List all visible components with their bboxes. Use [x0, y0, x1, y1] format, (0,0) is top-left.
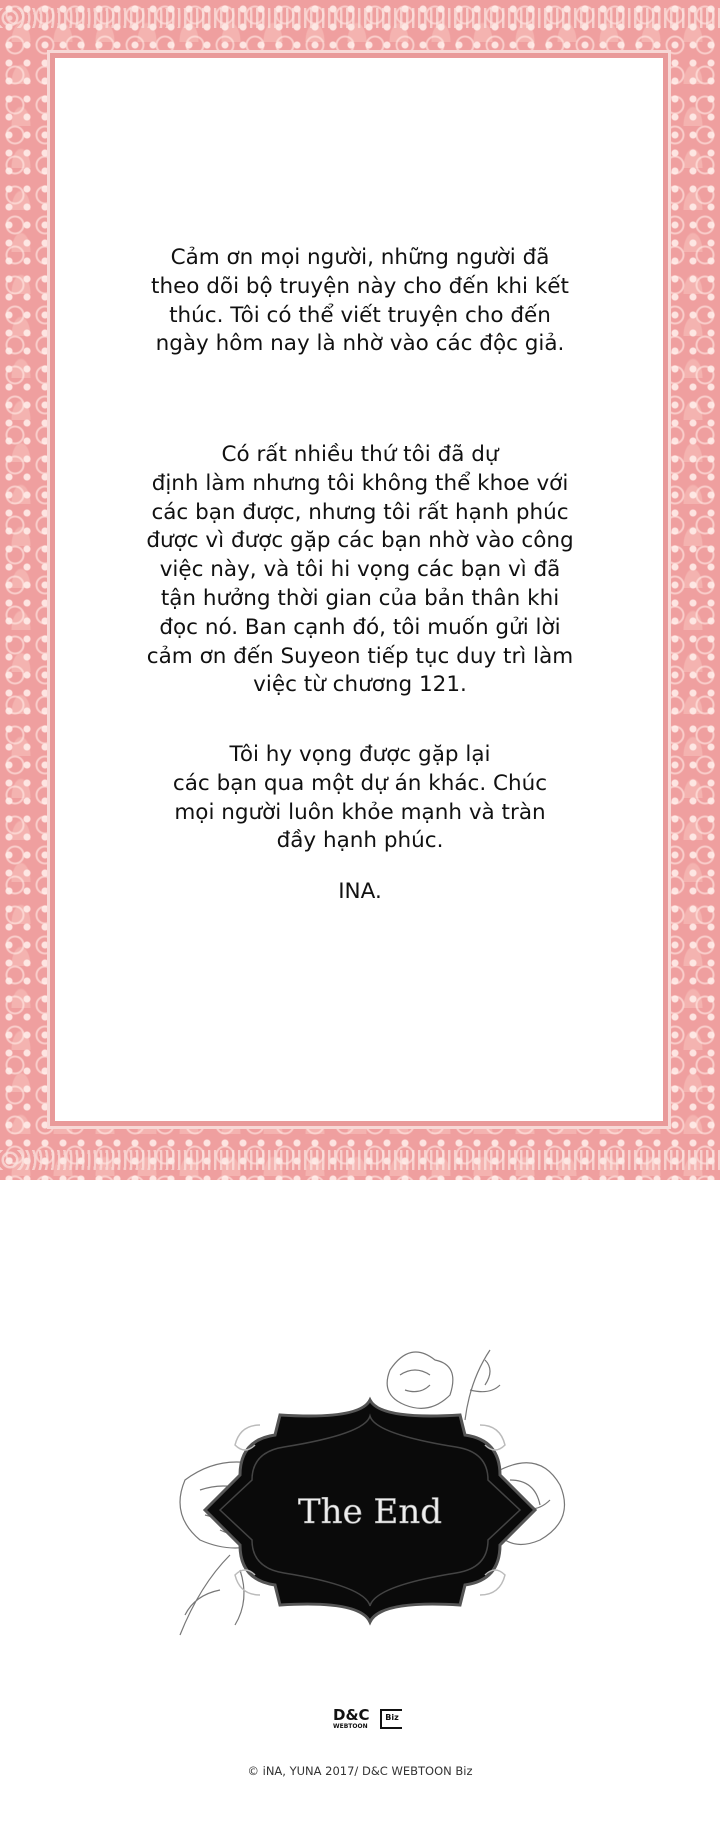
logo-badge: Biz	[380, 1709, 402, 1729]
text-line: ngày hôm nay là nhờ vào các độc giả.	[155, 331, 565, 357]
text-line: đầy hạnh phúc.	[276, 828, 444, 854]
signature-text: INA.	[338, 879, 382, 904]
text-line: theo dõi bộ truyện này cho đến khi kết	[151, 273, 569, 299]
lace-band-top	[0, 8, 720, 28]
copyright: © iNA, YUNA 2017/ D&C WEBTOON Biz	[247, 1764, 473, 1778]
logo-main: D&C	[333, 1706, 370, 1724]
text-line: được vì được gặp các bạn nhờ vào công	[146, 528, 574, 554]
text-line: cảm ơn đến Suyeon tiếp tục duy trì làm	[146, 643, 574, 669]
text-line: định làm nhưng tôi không thể khoe với	[151, 470, 569, 496]
logo-sub: WEBTOON	[333, 1723, 368, 1730]
paragraph-plans	[0, 441, 720, 700]
paragraph-thanks	[0, 244, 720, 359]
text-line: việc từ chương 121.	[253, 672, 467, 698]
text-line: các bạn được, nhưng tôi rất hạnh phúc	[151, 499, 569, 525]
signature	[0, 878, 720, 907]
text-line: mọi người luôn khỏe mạnh và tràn	[174, 799, 546, 825]
paragraph-farewell	[0, 741, 720, 856]
text-line: Cảm ơn mọi người, những người đã	[170, 245, 550, 270]
dc-webtoon-logo	[333, 1706, 407, 1740]
the-end-title: The End	[298, 1492, 442, 1532]
text-line: thúc. Tôi có thể viết truyện cho đến	[169, 302, 551, 328]
text-line: đọc nó. Ban cạnh đó, tôi muốn gửi lời	[159, 614, 561, 640]
text-line: Có rất nhiều thứ tôi đã dự	[221, 442, 499, 467]
lace-band-bottom	[0, 1150, 720, 1170]
the-end-emblem	[160, 1330, 580, 1680]
text-line: các bạn qua một dự án khác. Chúc	[172, 770, 548, 796]
text-line: việc này, và tôi hi vọng các bạn vì đã	[159, 557, 561, 583]
text-line: Tôi hy vọng được gặp lại	[229, 742, 491, 767]
text-line: tận hưởng thời gian của bản thân khi	[160, 585, 560, 611]
